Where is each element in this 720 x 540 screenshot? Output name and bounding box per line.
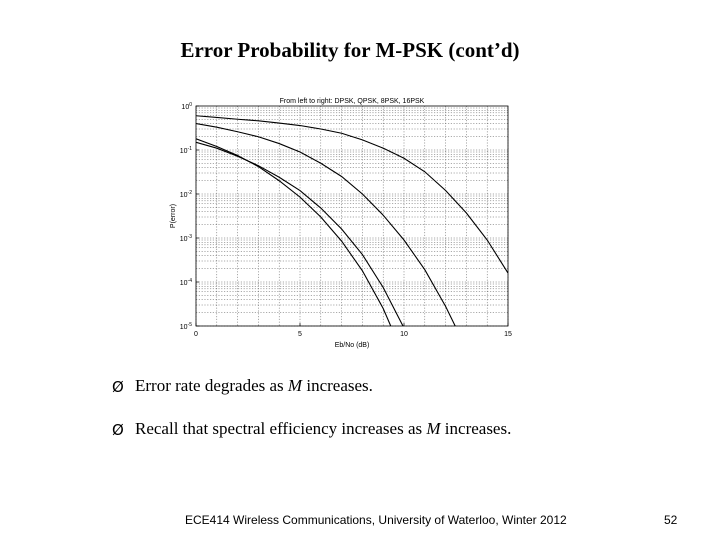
y-tick-label: $10^{-5}$ [179, 322, 192, 331]
chart-series [196, 116, 508, 352]
y-tick-label: $10^{-4}$ [179, 278, 192, 287]
x-axis-label: Eb/No (dB) [334, 342, 370, 349]
bullet-list [112, 376, 702, 462]
slide-footer: ECE414 Wireless Communications, University of Waterloo, Winter 2012 [185, 513, 567, 527]
ber-chart-svg [168, 92, 520, 352]
x-tick-label: 5 [298, 331, 302, 338]
bullet-emphasis: M [426, 419, 441, 438]
y-tick-label: $10^{-1}$ [179, 146, 192, 155]
slide-title: Error Probability for M-PSK (cont’d) [180, 38, 520, 62]
bullet-text: Error rate degrades as [135, 376, 288, 395]
bullet-text-end: increases. [302, 376, 373, 395]
y-tick-label: $10^{-2}$ [179, 190, 192, 199]
bullet-emphasis: M [287, 376, 303, 395]
page-number: 52 [664, 513, 678, 527]
y-tick-label: $10^{-3}$ [179, 234, 192, 243]
bullet-item [112, 419, 702, 439]
bullet-arrow-icon: Ø [112, 421, 124, 439]
x-tick-label: 0 [194, 331, 198, 338]
bullet-item [112, 376, 702, 396]
plot-frame [196, 106, 508, 326]
ber-chart [168, 92, 520, 352]
x-tick-label: 15 [504, 331, 512, 338]
bullet-arrow-icon: Ø [112, 378, 124, 396]
bullet-text: Recall that spectral efficiency increases as [135, 419, 427, 438]
y-axis-label: P(error) [170, 203, 177, 229]
series-line-8psk [196, 124, 466, 350]
chart-grid [196, 106, 508, 326]
bullet-text-end: increases. [440, 419, 512, 438]
y-tick-label: $10^0$ [181, 102, 192, 111]
x-tick-label: 10 [400, 331, 408, 338]
series-line-16psk [196, 116, 508, 273]
chart-axes [180, 102, 512, 338]
chart-title: From left to right: DPSK, QPSK, 8PSK, 16PSK [279, 98, 425, 105]
